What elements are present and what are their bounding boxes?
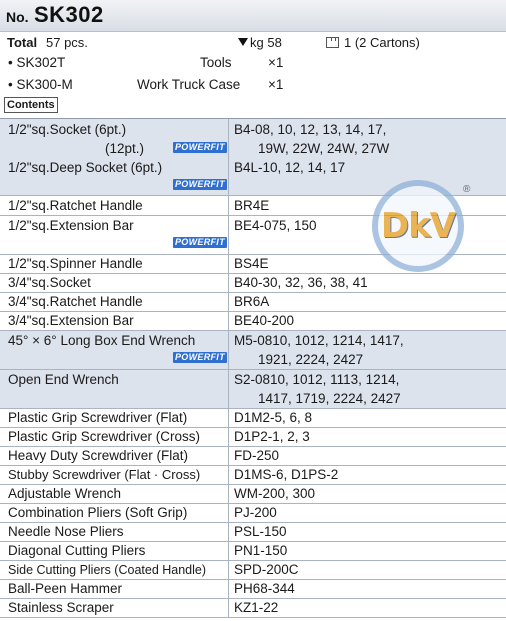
table-row bbox=[0, 312, 506, 331]
table-row bbox=[0, 561, 506, 580]
carton-icon bbox=[326, 37, 339, 48]
table-row bbox=[0, 370, 506, 409]
item-codes: PJ-200 bbox=[234, 505, 277, 520]
kit-item bbox=[0, 75, 506, 95]
kit-part-number: • SK302T bbox=[8, 55, 66, 70]
item-name: 3/4"sq.Extension Bar bbox=[8, 313, 134, 328]
item-name: Ball-Peen Hammer bbox=[8, 581, 123, 596]
table-row bbox=[0, 523, 506, 542]
carton-count: 1 (2 Cartons) bbox=[344, 35, 420, 50]
item-name: Stainless Scraper bbox=[8, 600, 114, 615]
table-row bbox=[0, 504, 506, 523]
item-codes: PSL-150 bbox=[234, 524, 287, 539]
item-codes: BE4-075, 150 bbox=[234, 218, 317, 233]
kit-part-number: • SK300-M bbox=[8, 77, 73, 92]
total-label: Total bbox=[7, 35, 38, 50]
weight-value: kg 58 bbox=[250, 35, 282, 50]
weight-info bbox=[238, 35, 282, 50]
item-codes: PN1-150 bbox=[234, 543, 288, 558]
item-name: Heavy Duty Screwdriver (Flat) bbox=[8, 448, 189, 463]
item-name: 1/2"sq.Socket (6pt.) bbox=[8, 122, 127, 137]
table-row bbox=[0, 466, 506, 485]
item-codes: BS4E bbox=[234, 256, 269, 271]
item-name: 1/2"sq.Extension Bar bbox=[8, 218, 134, 233]
item-name-sub: (12pt.) bbox=[105, 141, 145, 156]
table-row bbox=[0, 580, 506, 599]
item-name: 3/4"sq.Ratchet Handle bbox=[8, 294, 143, 309]
total-pieces: 57 pcs. bbox=[46, 35, 88, 50]
model-number-label: No. bbox=[6, 9, 29, 25]
table-row bbox=[0, 409, 506, 428]
kit-item bbox=[0, 53, 506, 73]
kit-description: Tools bbox=[200, 55, 232, 70]
kit-quantity: ×1 bbox=[268, 77, 284, 92]
weight-icon bbox=[238, 38, 248, 46]
item-codes: B4-08, 10, 12, 13, 14, 17, bbox=[234, 122, 387, 137]
powerfit-badge: POWERFIT bbox=[175, 352, 225, 362]
table-row bbox=[0, 428, 506, 447]
item-codes: B40-30, 32, 36, 38, 41 bbox=[234, 275, 368, 290]
model-code: SK302 bbox=[34, 2, 104, 27]
item-codes: BE40-200 bbox=[234, 313, 295, 328]
title-bar bbox=[0, 0, 506, 32]
item-name: Adjustable Wrench bbox=[8, 486, 122, 501]
item-name: Combination Pliers (Soft Grip) bbox=[8, 505, 188, 520]
item-codes: 19W, 22W, 24W, 27W bbox=[258, 141, 390, 156]
item-name: 1/2"sq.Deep Socket (6pt.) bbox=[8, 160, 163, 175]
table-row bbox=[0, 274, 506, 293]
item-name: Plastic Grip Screwdriver (Cross) bbox=[8, 429, 201, 444]
powerfit-badge: POWERFIT bbox=[175, 142, 225, 152]
item-codes: KZ1-22 bbox=[234, 600, 279, 615]
item-name: 45° × 6° Long Box End Wrench bbox=[8, 333, 196, 348]
item-codes: BR6A bbox=[234, 294, 270, 309]
item-name: 3/4"sq.Socket bbox=[8, 275, 91, 290]
dkv-logo-text: DkV bbox=[380, 206, 456, 246]
item-codes: 1921, 2224, 2427 bbox=[258, 352, 364, 367]
item-codes: B4L-10, 12, 14, 17 bbox=[234, 160, 346, 175]
table-row bbox=[0, 331, 506, 370]
item-codes: D1M2-5, 6, 8 bbox=[234, 410, 313, 425]
table-row bbox=[0, 118, 506, 158]
kit-description: Work Truck Case bbox=[137, 77, 241, 92]
item-codes: M5-0810, 1012, 1214, 1417, bbox=[234, 333, 404, 348]
item-name: 1/2"sq.Spinner Handle bbox=[8, 256, 143, 271]
item-codes: D1MS-6, D1PS-2 bbox=[234, 467, 339, 482]
item-name: Side Cutting Pliers (Coated Handle) bbox=[8, 563, 207, 577]
kit-quantity: ×1 bbox=[268, 55, 284, 70]
item-codes: BR4E bbox=[234, 198, 270, 213]
table-row bbox=[0, 293, 506, 312]
table-row bbox=[0, 447, 506, 466]
kit-summary bbox=[0, 33, 506, 51]
powerfit-badge: POWERFIT bbox=[175, 237, 225, 247]
item-codes: D1P2-1, 2, 3 bbox=[234, 429, 310, 444]
item-codes: SPD-200C bbox=[234, 562, 299, 577]
item-name: Open End Wrench bbox=[8, 372, 119, 387]
item-name: Needle Nose Pliers bbox=[8, 524, 124, 539]
item-name: Diagonal Cutting Pliers bbox=[8, 543, 146, 558]
dkv-logo bbox=[372, 180, 464, 272]
table-row bbox=[0, 485, 506, 504]
item-codes: FD-250 bbox=[234, 448, 280, 463]
contents-label: Contents bbox=[4, 97, 58, 113]
table-row bbox=[0, 542, 506, 561]
item-name: 1/2"sq.Ratchet Handle bbox=[8, 198, 143, 213]
carton-info bbox=[326, 35, 420, 50]
item-codes: 1417, 1719, 2224, 2427 bbox=[258, 391, 401, 406]
item-codes: WM-200, 300 bbox=[234, 486, 316, 501]
registered-mark: ® bbox=[463, 184, 471, 195]
item-name: Plastic Grip Screwdriver (Flat) bbox=[8, 410, 188, 425]
powerfit-badge: POWERFIT bbox=[175, 179, 225, 189]
item-name: Stubby Screwdriver (Flat · Cross) bbox=[8, 467, 201, 482]
table-row bbox=[0, 599, 506, 618]
item-codes: PH68-344 bbox=[234, 581, 295, 596]
item-codes: S2-0810, 1012, 1113, 1214, bbox=[234, 372, 400, 387]
